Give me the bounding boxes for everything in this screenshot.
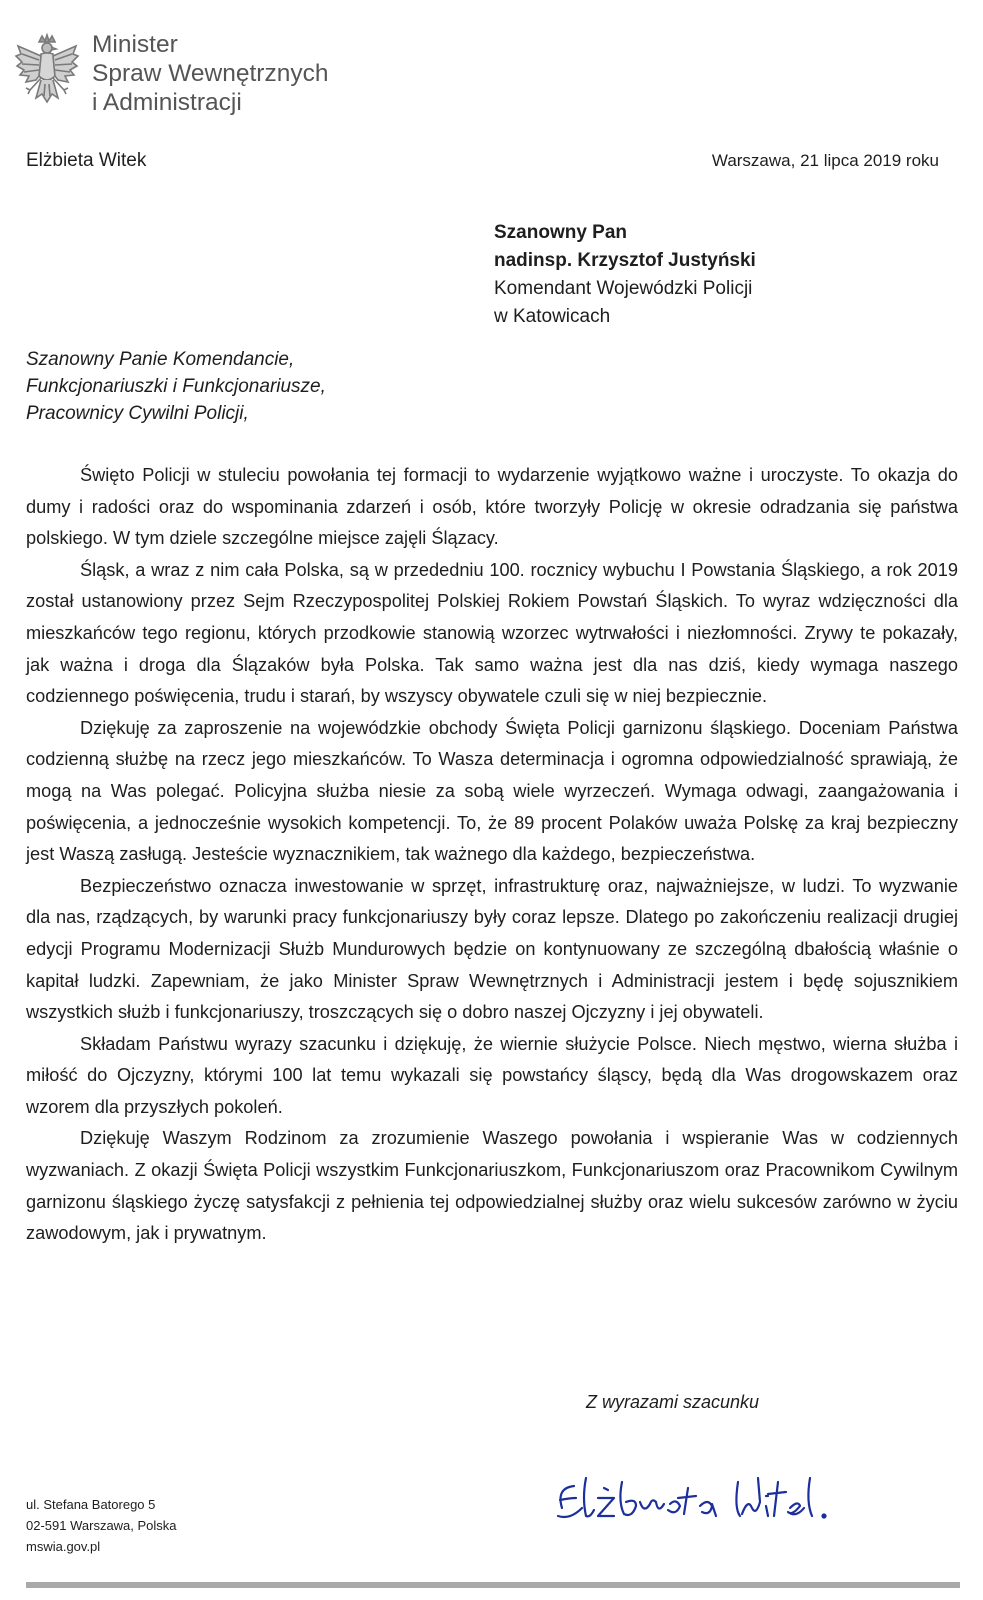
ministry-line: i Administracji bbox=[92, 89, 242, 116]
body-paragraph: Bezpieczeństwo oznacza inwestowanie w sprzęt, infrastrukturę oraz, najważniejsze, w ludzi. To wyzwanie dla nas, rządzących, by warunki pracy funkcjonariuszy były coraz lepsze. Dlatego po zakończeniu realizacji drugiej edycji Programu Modernizacji Służb Mundurowych będzie on kontynuowany ze szczególną dbałością właśnie o kapitał ludzki. Zapewniam, że jako Minister Spraw Wewnętrznych i Administracji jestem i będę sojusznikiem wszystkich służb i funkcjonariuszy, troszczących się o dobro naszej Ojczyzny i jej obywateli. bbox=[26, 875, 958, 1023]
letter-date: Warszawa, 21 lipca 2019 roku bbox=[711, 151, 939, 170]
footer-city: 02-591 Warszawa, Polska bbox=[26, 1518, 177, 1533]
salutation-line: Funkcjonariuszki i Funkcjonariusze, bbox=[26, 376, 326, 397]
sender-name: Elżbieta Witek bbox=[26, 150, 147, 171]
bottom-divider bbox=[26, 1582, 960, 1588]
body-paragraph: Śląsk, a wraz z nim cała Polska, są w przededniu 100. rocznicy wybuchu I Powstania Śląskiego, a rok 2019 został ustanowiony przez Sejm Rzeczypospolitej Polskiej Rokiem Powstań Śląskich. To wyraz wdzięczności dla mieszkańców tego regionu, których przodkowie stanowią wzorzec wytrwałości i niezłomności. Zrywy te pokazały, jak ważna i droga dla Ślązaków była Polska. Tak samo ważna jest dla nas dziś, kiedy wymaga naszego codziennego poświęcenia, trudu i starań, by wszyscy obywatele czuli się w niej bezpiecznie. bbox=[26, 559, 958, 707]
recipient-title: Komendant Wojewódzki Policji bbox=[494, 278, 753, 299]
recipient-name: nadinsp. Krzysztof Justyński bbox=[494, 250, 756, 271]
letter-body bbox=[26, 460, 958, 1250]
ministry-line: Minister bbox=[92, 31, 178, 58]
body-paragraph: Składam Państwu wyrazy szacunku i dziękuję, że wiernie służycie Polsce. Niech męstwo, wierna służba i miłość do Ojczyzny, którymi 100 lat temu wykazali się powstańcy śląscy, będą dla Was drogowskazem oraz wzorem dla przyszłych pokoleń. bbox=[26, 1033, 958, 1117]
salutation-line: Szanowny Panie Komendancie, bbox=[26, 349, 295, 370]
salutation bbox=[26, 346, 326, 427]
ministry-line: Spraw Wewnętrznych bbox=[92, 60, 329, 87]
closing-phrase: Z wyrazami szacunku bbox=[586, 1392, 760, 1412]
body-paragraph: Dziękuję za zaproszenie na wojewódzkie obchody Święta Policji garnizonu śląskiego. Doceniam Państwa codzienną służbę na rzecz jego mieszkańców. To Wasza determinacja i ogromna odpowiedzialność sprawiają, że mogą na Was polegać. Policyjna służba niesie za sobą wiele wyrzeczeń. Wymaga odwagi, zaangażowania i poświęcenia, a jednocześnie wysokich kompetencji. To, że 89 procent Polaków uważa Polskę za kraj bezpieczny jest Waszą zasługą. Jesteście wyznacznikiem, tak ważnego dla każdego, bezpieczeństwa. bbox=[26, 717, 958, 865]
body-paragraph: Święto Policji w stuleciu powołania tej formacji to wydarzenie wyjątkowo ważne i uroczyste. To okazja do dumy i radości oraz do wspominania zdarzeń i osób, które tworzyły Policję w okresie odradzania się państwa polskiego. W tym dziele szczególne miejsce zajęli Ślązacy. bbox=[26, 465, 958, 549]
footer-address bbox=[26, 1494, 177, 1557]
recipient-greeting: Szanowny Pan bbox=[494, 222, 628, 243]
body-paragraph: Dziękuję Waszym Rodzinom za zrozumienie Waszego powołania i wspieranie Was w codziennych wyzwaniach. Z okazji Święta Policji wszystkim Funkcjonariuszkom, Funkcjonariuszom oraz Pracownikom Cywilnym garnizonu śląskiego życzę satysfakcji z pełnienia tej odpowiedzialnej służby oraz wielu sukcesów zarówno w życiu zawodowym, jak i prywatnym. bbox=[26, 1128, 958, 1244]
polish-eagle-emblem-icon bbox=[12, 32, 82, 112]
ministry-name bbox=[92, 30, 328, 117]
handwritten-signature bbox=[552, 1458, 852, 1538]
footer-street: ul. Stefana Batorego 5 bbox=[26, 1497, 156, 1512]
footer-website: mswia.gov.pl bbox=[26, 1539, 101, 1554]
recipient-block bbox=[494, 219, 756, 331]
salutation-line: Pracownicy Cywilni Policji, bbox=[26, 403, 249, 424]
recipient-location: w Katowicach bbox=[494, 306, 611, 327]
